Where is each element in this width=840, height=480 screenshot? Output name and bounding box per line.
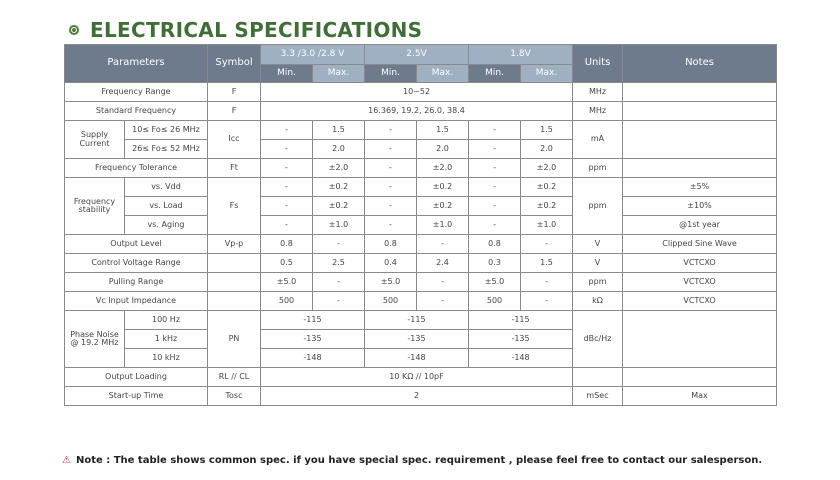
value-cell: - [365,159,417,178]
value-cell: ±5.0 [365,273,417,292]
value-cell: ±0.2 [417,197,469,216]
header-min: Min. [365,65,417,83]
units-cell: MHz [573,83,623,102]
value-cell: - [417,235,469,254]
value-cell: 500 [365,292,417,311]
table-row [65,83,777,102]
sub-param-cell: 1 kHz [125,330,208,349]
units-cell [573,368,623,387]
value-cell: ±2.0 [521,159,573,178]
notes-cell: VCTCXO [623,254,777,273]
value-cell: - [365,140,417,159]
units-cell: V [573,235,623,254]
header-group: 3.3 /3.0 /2.8 V [261,45,365,65]
value-cell: 500 [469,292,521,311]
notes-cell [623,83,777,102]
value-cell: ±0.2 [417,178,469,197]
symbol-cell [208,292,261,311]
value-cell: 10 KΩ // 10pF [261,368,573,387]
value-cell: ±0.2 [313,197,365,216]
value-cell: - [261,121,313,140]
value-cell: 1.5 [313,121,365,140]
notes-cell: Max [623,387,777,406]
header-max: Max. [313,65,365,83]
table-row [65,387,777,406]
header-units: Units [573,45,623,83]
symbol-cell: F [208,102,261,121]
value-cell: - [521,273,573,292]
sub-param-cell: 10≤ Fo≤ 26 MHz [125,121,208,140]
notes-cell [623,368,777,387]
page-title: ELECTRICAL SPECIFICATIONS [90,18,423,42]
units-cell: mA [573,121,623,159]
value-cell: ±2.0 [417,159,469,178]
value-cell: - [261,140,313,159]
sub-param-cell: vs. Aging [125,216,208,235]
table-row [65,368,777,387]
value-cell: - [469,197,521,216]
footnote [62,455,762,466]
value-cell: - [469,178,521,197]
units-cell: ppm [573,273,623,292]
table-row [65,254,777,273]
symbol-cell: F [208,83,261,102]
symbol-cell: Ft [208,159,261,178]
units-cell: ppm [573,159,623,178]
value-cell: - [313,273,365,292]
sub-param-cell: 100 Hz [125,311,208,330]
notes-cell: VCTCXO [623,292,777,311]
value-cell: - [469,216,521,235]
header-max: Max. [521,65,573,83]
value-cell: -148 [261,349,365,368]
header-max: Max. [417,65,469,83]
value-cell: - [261,159,313,178]
header-min: Min. [469,65,521,83]
notes-cell [623,102,777,121]
units-cell: dBc/Hz [573,311,623,368]
symbol-cell: Icc [208,121,261,159]
notes-cell [623,311,777,368]
param-cell: Standard Frequency [65,102,208,121]
notes-cell: ±5% [623,178,777,197]
value-cell: - [365,216,417,235]
symbol-cell: RL // CL [208,368,261,387]
value-cell: ±0.2 [521,178,573,197]
param-cell: Start-up Time [65,387,208,406]
units-cell: mSec [573,387,623,406]
value-cell: - [365,197,417,216]
units-cell: ppm [573,178,623,235]
header-parameters: Parameters [65,45,208,83]
param-cell: Control Voltage Range [65,254,208,273]
value-cell: 2.0 [417,140,469,159]
value-cell: 16.369, 19.2, 26.0, 38.4 [261,102,573,121]
value-cell: 0.8 [365,235,417,254]
symbol-cell: Tosc [208,387,261,406]
value-cell: - [261,178,313,197]
param-cell: Output Loading [65,368,208,387]
spec-table [64,44,777,406]
symbol-cell [208,254,261,273]
value-cell: ±2.0 [313,159,365,178]
units-cell: MHz [573,102,623,121]
value-cell: -115 [469,311,573,330]
value-cell: 2.4 [417,254,469,273]
value-cell: ±0.2 [521,197,573,216]
header-min: Min. [261,65,313,83]
value-cell: ±1.0 [417,216,469,235]
value-cell: 10~52 [261,83,573,102]
table-row [65,273,777,292]
value-cell: ±5.0 [261,273,313,292]
param-cell: Frequency Tolerance [65,159,208,178]
value-cell: -115 [365,311,469,330]
cropped-text-fragment [350,0,510,3]
value-cell: 500 [261,292,313,311]
value-cell: -115 [261,311,365,330]
value-cell: ±5.0 [469,273,521,292]
value-cell: - [313,292,365,311]
value-cell: - [521,292,573,311]
table-row [65,121,777,140]
value-cell: - [521,235,573,254]
bullet-icon [68,23,82,37]
sub-param-cell: vs. Load [125,197,208,216]
value-cell: 0.8 [469,235,521,254]
value-cell: ±1.0 [521,216,573,235]
value-cell: - [469,121,521,140]
param-cell: Frequency stability [65,178,125,235]
param-cell: Pulling Range [65,273,208,292]
header-group: 1.8V [469,45,573,65]
table-row [65,235,777,254]
value-cell: ±1.0 [313,216,365,235]
sub-param-cell: 26≤ Fo≤ 52 MHz [125,140,208,159]
warning-icon: ⚠ [62,455,71,466]
value-cell: -135 [469,330,573,349]
value-cell: -135 [261,330,365,349]
header-notes: Notes [623,45,777,83]
param-cell: Frequency Range [65,83,208,102]
value-cell: - [469,140,521,159]
sub-param-cell: 10 kHz [125,349,208,368]
value-cell: 2 [261,387,573,406]
symbol-cell: Fs [208,178,261,235]
value-cell: -148 [365,349,469,368]
table-row [65,159,777,178]
table-row [65,178,777,197]
value-cell: 0.4 [365,254,417,273]
param-cell: Output Level [65,235,208,254]
sub-param-cell: vs. Vdd [125,178,208,197]
section-header [68,17,422,43]
value-cell: 2.5 [313,254,365,273]
value-cell: - [417,273,469,292]
value-cell: -135 [365,330,469,349]
value-cell: - [313,235,365,254]
symbol-cell: PN [208,311,261,368]
param-cell: Vc Input Impedance [65,292,208,311]
notes-cell: VCTCXO [623,273,777,292]
value-cell: 1.5 [417,121,469,140]
table-row [65,292,777,311]
notes-cell: ±10% [623,197,777,216]
value-cell: ±0.2 [313,178,365,197]
value-cell: 0.5 [261,254,313,273]
value-cell: 2.0 [313,140,365,159]
notes-cell [623,159,777,178]
value-cell: 1.5 [521,121,573,140]
value-cell: -148 [469,349,573,368]
footnote-text: Note : The table shows common spec. if you have special spec. requirement , please feel free to contact our salesperson. [75,455,763,466]
table-row [65,197,777,216]
notes-cell: Clipped Sine Wave [623,235,777,254]
table-row [65,102,777,121]
units-cell: V [573,254,623,273]
symbol-cell: Vp-p [208,235,261,254]
value-cell: - [469,159,521,178]
value-cell: - [261,216,313,235]
value-cell: - [417,292,469,311]
param-cell: Supply Current [65,121,125,159]
notes-cell: @1st year [623,216,777,235]
header-symbol: Symbol [208,45,261,83]
param-cell: Phase Noise @ 19.2 MHz [65,311,125,368]
header-group: 2.5V [365,45,469,65]
value-cell: - [365,178,417,197]
notes-cell [623,121,777,159]
table-row [65,311,777,330]
symbol-cell [208,273,261,292]
table-row [65,216,777,235]
value-cell: 0.3 [469,254,521,273]
value-cell: - [261,197,313,216]
value-cell: 1.5 [521,254,573,273]
value-cell: 2.0 [521,140,573,159]
value-cell: 0.8 [261,235,313,254]
units-cell: kΩ [573,292,623,311]
value-cell: - [365,121,417,140]
